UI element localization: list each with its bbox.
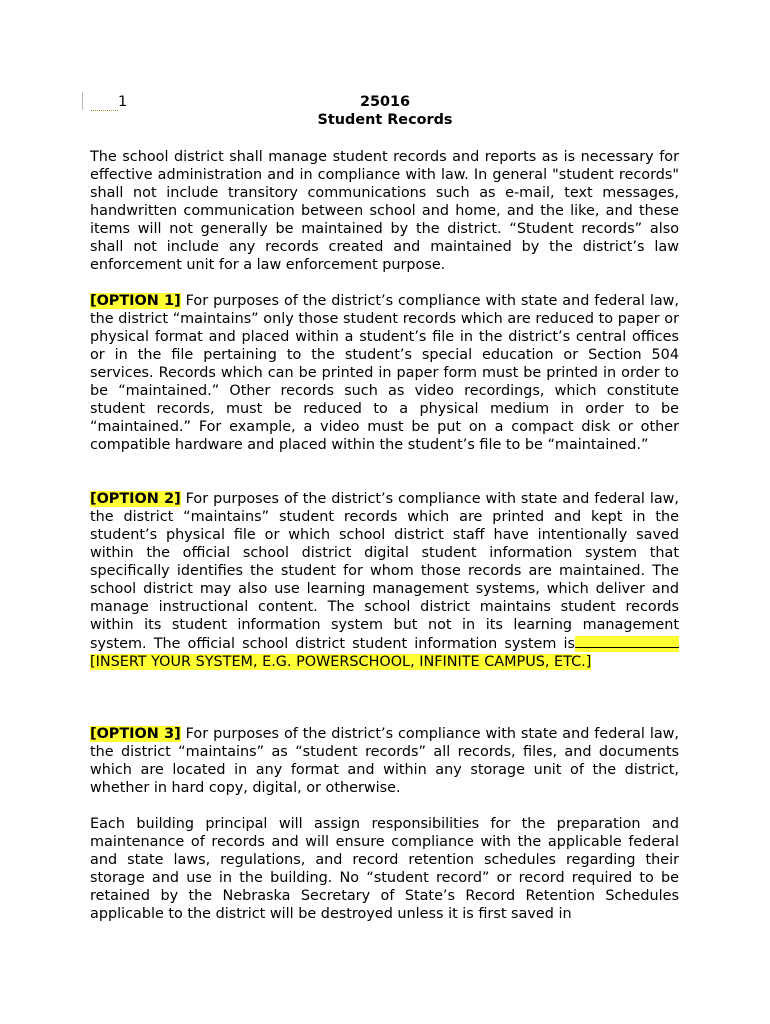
system-name-blank[interactable] — [575, 634, 679, 648]
option2-text: For purposes of the district’s compliance with state and federal law, the district “maintains” student records which are printed and kept in the student’s physical file or which school district staff have intentionally saved within the official school district digital student information system that specifically identifies the student for whom those records are maintained. The school district may also use learning management systems, which deliver and manage instructional content. The school district maintains student records within its student information system but not in its learning management system. The official school district student information system is — [90, 491, 679, 652]
option2-insert-text: [INSERT YOUR SYSTEM, E.G. POWERSCHOOL, INFINITE CAMPUS, ETC.] — [90, 654, 592, 670]
option3-label: [OPTION 3] — [90, 726, 181, 742]
line-number: 1 — [118, 94, 128, 110]
option2-label: [OPTION 2] — [90, 491, 181, 507]
principal-paragraph: Each building principal will assign responsibilities for the preparation and maintenance of records and will ensure compliance with the applicable federal and state laws, regulations, and record retention schedules regarding their storage and use in the building. No “student record” or record required to be retained by the Nebraska Secretary of State’s Record Retention Schedules applicable to the district will be destroyed unless it is first saved in — [90, 816, 679, 922]
option2-paragraph — [90, 490, 679, 671]
intro-paragraph: The school district shall manage student records and reports as is necessary for effective administration and in compliance with law. In general "student records" shall not include transitory communications such as e-mail, text messages, handwritten communication between school and home, and the like, and these items will not generally be maintained by the district. “Student records” also shall not include any records created and maintained by the district’s law enforcement unit for a law enforcement purpose. — [90, 149, 679, 273]
option3-text: For purposes of the district’s compliance with state and federal law, the district “maintains” as “student records” all records, files, and documents which are located in any format and within any storage unit of the district, whether in hard copy, digital, or otherwise. — [90, 726, 679, 796]
option1-text: For purposes of the district’s compliance with state and federal law, the district “maintains” only those student records which are reduced to paper or physical format and placed within a student’s file in the district’s central offices or in the file pertaining to the student’s special education or Section 504 services. Records which can be printed in paper form must be printed in order to be “maintained.” Other records such as video recordings, which constitute student records, must be reduced to a physical medium in order to be “maintained.” For example, a video must be put on a compact disk or other compatible hardware and placed within the student’s file to be “maintained.” — [90, 293, 679, 453]
policy-title: Student Records — [317, 112, 453, 128]
option1-label: [OPTION 1] — [90, 293, 181, 309]
policy-code: 25016 — [359, 94, 411, 110]
option1-paragraph — [90, 292, 679, 454]
margin-change-bar — [82, 92, 83, 110]
option3-paragraph — [90, 725, 679, 797]
